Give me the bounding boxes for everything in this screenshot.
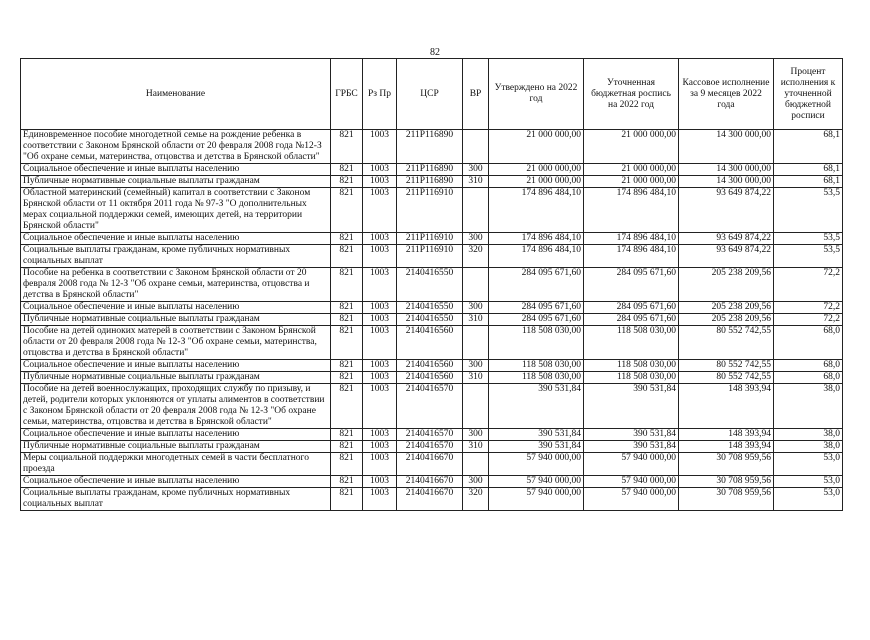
- cell-csr: 2140416570: [397, 441, 463, 453]
- cell-approved: 174 896 484,10: [489, 233, 584, 245]
- cell-refined: 118 508 030,00: [584, 372, 679, 384]
- cell-percent: 53,0: [774, 476, 843, 488]
- cell-percent: 72,2: [774, 268, 843, 302]
- cell-rzpr: 1003: [363, 372, 397, 384]
- cell-approved: 284 095 671,60: [489, 268, 584, 302]
- col-header-name: Наименование: [21, 59, 331, 130]
- cell-csr: 2140416670: [397, 476, 463, 488]
- cell-grbs: 821: [331, 384, 363, 429]
- cell-approved: 57 940 000,00: [489, 488, 584, 511]
- cell-percent: 53,5: [774, 245, 843, 268]
- cell-name: Социальное обеспечение и иные выплаты населению: [21, 429, 331, 441]
- cell-percent: 68,0: [774, 326, 843, 360]
- cell-rzpr: 1003: [363, 384, 397, 429]
- cell-grbs: 821: [331, 164, 363, 176]
- cell-executed: 205 238 209,56: [679, 302, 774, 314]
- cell-csr: 2140416670: [397, 488, 463, 511]
- cell-name: Социальное обеспечение и иные выплаты населению: [21, 233, 331, 245]
- cell-csr: 2140416560: [397, 372, 463, 384]
- cell-vr: 300: [463, 429, 489, 441]
- cell-percent: 38,0: [774, 441, 843, 453]
- cell-csr: 2140416570: [397, 429, 463, 441]
- cell-refined: 21 000 000,00: [584, 164, 679, 176]
- page-number: 82: [430, 47, 440, 58]
- cell-executed: 93 649 874,22: [679, 233, 774, 245]
- table-row: [21, 488, 843, 511]
- cell-rzpr: 1003: [363, 176, 397, 188]
- cell-csr: 211P116910: [397, 188, 463, 233]
- cell-executed: 80 552 742,55: [679, 372, 774, 384]
- cell-rzpr: 1003: [363, 326, 397, 360]
- table-row: [21, 233, 843, 245]
- cell-percent: 53,0: [774, 453, 843, 476]
- cell-percent: 68,1: [774, 130, 843, 164]
- table-row: [21, 476, 843, 488]
- cell-name: Публичные нормативные социальные выплаты гражданам: [21, 314, 331, 326]
- cell-refined: 118 508 030,00: [584, 326, 679, 360]
- cell-refined: 174 896 484,10: [584, 233, 679, 245]
- cell-name: Социальные выплаты гражданам, кроме публичных нормативных социальных выплат: [21, 488, 331, 511]
- col-header-approved: Утверждено на 2022 год: [489, 59, 584, 130]
- cell-refined: 284 095 671,60: [584, 314, 679, 326]
- cell-csr: 2140416550: [397, 314, 463, 326]
- cell-grbs: 821: [331, 360, 363, 372]
- table-row: [21, 429, 843, 441]
- cell-vr: 310: [463, 176, 489, 188]
- cell-vr: [463, 453, 489, 476]
- cell-executed: 14 300 000,00: [679, 176, 774, 188]
- cell-approved: 21 000 000,00: [489, 176, 584, 188]
- cell-name: Областной материнский (семейный) капитал в соответствии с Законом Брянской области от 11 октября 2011 года № 97-З "О дополнительных мерах социальной поддержки семей, имеющих детей, на территории Брянской области": [21, 188, 331, 233]
- cell-percent: 68,1: [774, 176, 843, 188]
- cell-refined: 21 000 000,00: [584, 176, 679, 188]
- table-row: [21, 384, 843, 429]
- cell-name: Публичные нормативные социальные выплаты гражданам: [21, 176, 331, 188]
- cell-refined: 174 896 484,10: [584, 245, 679, 268]
- cell-refined: 57 940 000,00: [584, 476, 679, 488]
- cell-refined: 57 940 000,00: [584, 453, 679, 476]
- cell-executed: 205 238 209,56: [679, 314, 774, 326]
- cell-executed: 30 708 959,56: [679, 476, 774, 488]
- cell-vr: 300: [463, 233, 489, 245]
- cell-rzpr: 1003: [363, 188, 397, 233]
- cell-name: Социальное обеспечение и иные выплаты населению: [21, 360, 331, 372]
- table-row: [21, 268, 843, 302]
- table-row: [21, 453, 843, 476]
- cell-percent: 38,0: [774, 384, 843, 429]
- cell-csr: 2140416560: [397, 326, 463, 360]
- cell-csr: 211P116890: [397, 176, 463, 188]
- cell-rzpr: 1003: [363, 314, 397, 326]
- cell-grbs: 821: [331, 302, 363, 314]
- cell-vr: [463, 188, 489, 233]
- cell-approved: 390 531,84: [489, 384, 584, 429]
- cell-approved: 390 531,84: [489, 429, 584, 441]
- cell-approved: 118 508 030,00: [489, 360, 584, 372]
- cell-name: Социальное обеспечение и иные выплаты населению: [21, 302, 331, 314]
- cell-percent: 72,2: [774, 302, 843, 314]
- cell-percent: 38,0: [774, 429, 843, 441]
- table-row: [21, 441, 843, 453]
- table-row: [21, 302, 843, 314]
- table-row: [21, 326, 843, 360]
- cell-name: Социальное обеспечение и иные выплаты населению: [21, 476, 331, 488]
- cell-grbs: 821: [331, 268, 363, 302]
- cell-grbs: 821: [331, 130, 363, 164]
- cell-name: Пособие на детей одиноких матерей в соответствии с Законом Брянской области от 20 февраля 2008 года № 12-З "Об охране семьи, материнства, отцовства и детства в Брянской области": [21, 326, 331, 360]
- cell-vr: [463, 384, 489, 429]
- cell-refined: 57 940 000,00: [584, 488, 679, 511]
- col-header-refined: Уточненная бюджетная роспись на 2022 год: [584, 59, 679, 130]
- cell-rzpr: 1003: [363, 360, 397, 372]
- cell-rzpr: 1003: [363, 441, 397, 453]
- cell-csr: 211P116890: [397, 164, 463, 176]
- cell-vr: 310: [463, 314, 489, 326]
- cell-rzpr: 1003: [363, 302, 397, 314]
- cell-vr: 320: [463, 245, 489, 268]
- cell-csr: 2140416570: [397, 384, 463, 429]
- cell-grbs: 821: [331, 188, 363, 233]
- cell-refined: 390 531,84: [584, 384, 679, 429]
- cell-approved: 390 531,84: [489, 441, 584, 453]
- cell-executed: 148 393,94: [679, 441, 774, 453]
- cell-name: Публичные нормативные социальные выплаты гражданам: [21, 372, 331, 384]
- table-row: [21, 360, 843, 372]
- cell-percent: 53,0: [774, 488, 843, 511]
- cell-rzpr: 1003: [363, 488, 397, 511]
- cell-approved: 21 000 000,00: [489, 130, 584, 164]
- cell-rzpr: 1003: [363, 268, 397, 302]
- cell-name: Социальное обеспечение и иные выплаты населению: [21, 164, 331, 176]
- cell-rzpr: 1003: [363, 245, 397, 268]
- cell-vr: 300: [463, 476, 489, 488]
- cell-vr: [463, 326, 489, 360]
- cell-grbs: 821: [331, 233, 363, 245]
- col-header-vr: ВР: [463, 59, 489, 130]
- cell-name: Публичные нормативные социальные выплаты гражданам: [21, 441, 331, 453]
- cell-refined: 174 896 484,10: [584, 188, 679, 233]
- cell-grbs: 821: [331, 314, 363, 326]
- cell-percent: 68,0: [774, 360, 843, 372]
- cell-vr: 320: [463, 488, 489, 511]
- cell-grbs: 821: [331, 476, 363, 488]
- cell-grbs: 821: [331, 429, 363, 441]
- table-body: [21, 130, 843, 511]
- cell-executed: 30 708 959,56: [679, 488, 774, 511]
- cell-executed: 93 649 874,22: [679, 245, 774, 268]
- cell-rzpr: 1003: [363, 453, 397, 476]
- cell-executed: 80 552 742,55: [679, 360, 774, 372]
- cell-refined: 118 508 030,00: [584, 360, 679, 372]
- cell-approved: 174 896 484,10: [489, 245, 584, 268]
- cell-vr: 300: [463, 164, 489, 176]
- cell-approved: 174 896 484,10: [489, 188, 584, 233]
- cell-percent: 68,1: [774, 164, 843, 176]
- cell-csr: 211P116890: [397, 130, 463, 164]
- cell-executed: 30 708 959,56: [679, 453, 774, 476]
- table-row: [21, 176, 843, 188]
- cell-csr: 211P116910: [397, 233, 463, 245]
- cell-grbs: 821: [331, 453, 363, 476]
- cell-grbs: 821: [331, 326, 363, 360]
- cell-vr: [463, 130, 489, 164]
- cell-rzpr: 1003: [363, 233, 397, 245]
- cell-approved: 57 940 000,00: [489, 453, 584, 476]
- cell-executed: 93 649 874,22: [679, 188, 774, 233]
- cell-vr: 300: [463, 302, 489, 314]
- cell-refined: 284 095 671,60: [584, 302, 679, 314]
- table-row: [21, 372, 843, 384]
- cell-percent: 72,2: [774, 314, 843, 326]
- cell-rzpr: 1003: [363, 130, 397, 164]
- table-header-row: [21, 59, 843, 130]
- cell-vr: 310: [463, 441, 489, 453]
- col-header-executed: Кассовое исполнение за 9 месяцев 2022 года: [679, 59, 774, 130]
- cell-name: Единовременное пособие многодетной семье на рождение ребенка в соответствии с Законом Брянской области от 20 февраля 2008 года №12-З "Об охране семьи, материнства, отцовства и детства в Брянской области": [21, 130, 331, 164]
- cell-name: Пособие на детей военнослужащих, проходящих службу по призыву, и детей, родители которых уклоняются от уплаты алиментов в соответствии с Законом Брянской области от 20 февраля 2008 года № 12-З "Об охране семьи, материнства, отцовства и детства в Брянской области": [21, 384, 331, 429]
- cell-csr: 211P116910: [397, 245, 463, 268]
- cell-grbs: 821: [331, 245, 363, 268]
- cell-grbs: 821: [331, 372, 363, 384]
- table-row: [21, 188, 843, 233]
- cell-csr: 2140416560: [397, 360, 463, 372]
- cell-csr: 2140416550: [397, 302, 463, 314]
- cell-csr: 2140416670: [397, 453, 463, 476]
- cell-rzpr: 1003: [363, 476, 397, 488]
- cell-grbs: 821: [331, 488, 363, 511]
- cell-executed: 148 393,94: [679, 384, 774, 429]
- cell-percent: 68,0: [774, 372, 843, 384]
- cell-approved: 21 000 000,00: [489, 164, 584, 176]
- col-header-percent: Процент исполнения к уточненной бюджетной росписи: [774, 59, 843, 130]
- table-row: [21, 245, 843, 268]
- budget-execution-table: [20, 58, 843, 511]
- cell-percent: 53,5: [774, 188, 843, 233]
- cell-vr: 310: [463, 372, 489, 384]
- cell-executed: 148 393,94: [679, 429, 774, 441]
- cell-executed: 205 238 209,56: [679, 268, 774, 302]
- table-row: [21, 314, 843, 326]
- cell-vr: 300: [463, 360, 489, 372]
- cell-refined: 21 000 000,00: [584, 130, 679, 164]
- cell-name: Меры социальной поддержки многодетных семей в части бесплатного проезда: [21, 453, 331, 476]
- cell-vr: [463, 268, 489, 302]
- cell-csr: 2140416550: [397, 268, 463, 302]
- col-header-rzpr: Рз Пр: [363, 59, 397, 130]
- cell-approved: 118 508 030,00: [489, 326, 584, 360]
- cell-refined: 284 095 671,60: [584, 268, 679, 302]
- cell-executed: 80 552 742,55: [679, 326, 774, 360]
- cell-approved: 284 095 671,60: [489, 302, 584, 314]
- cell-approved: 284 095 671,60: [489, 314, 584, 326]
- cell-refined: 390 531,84: [584, 429, 679, 441]
- cell-grbs: 821: [331, 176, 363, 188]
- cell-executed: 14 300 000,00: [679, 130, 774, 164]
- col-header-grbs: ГРБС: [331, 59, 363, 130]
- cell-refined: 390 531,84: [584, 441, 679, 453]
- cell-name: Пособие на ребенка в соответствии с Законом Брянской области от 20 февраля 2008 года № 12-З "Об охране семьи, материнства, отцовства и детства в Брянской области": [21, 268, 331, 302]
- col-header-csr: ЦСР: [397, 59, 463, 130]
- table-row: [21, 130, 843, 164]
- cell-grbs: 821: [331, 441, 363, 453]
- cell-name: Социальные выплаты гражданам, кроме публичных нормативных социальных выплат: [21, 245, 331, 268]
- cell-rzpr: 1003: [363, 164, 397, 176]
- cell-executed: 14 300 000,00: [679, 164, 774, 176]
- cell-rzpr: 1003: [363, 429, 397, 441]
- cell-percent: 53,5: [774, 233, 843, 245]
- cell-approved: 57 940 000,00: [489, 476, 584, 488]
- table-row: [21, 164, 843, 176]
- cell-approved: 118 508 030,00: [489, 372, 584, 384]
